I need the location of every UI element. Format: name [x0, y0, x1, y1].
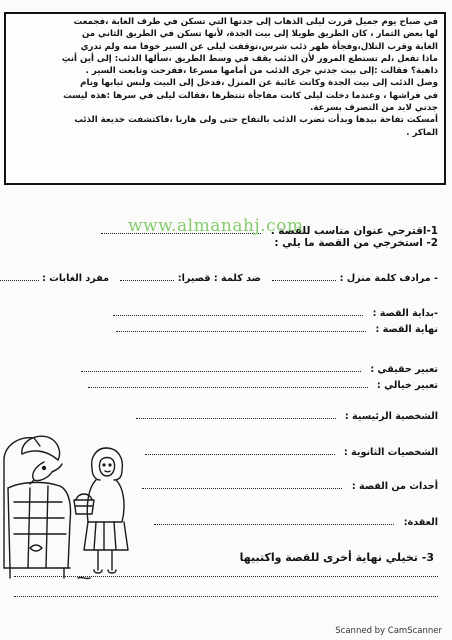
story-text	[12, 16, 438, 139]
field-answer[interactable]	[88, 378, 368, 388]
field-answer[interactable]	[154, 515, 394, 525]
field-label: تعبير حقيقي :	[370, 364, 438, 375]
question-1-label: 1-اقترحي عنوان مناسب للقصة .	[270, 225, 438, 237]
field-label: العقدة:	[403, 517, 438, 528]
field-label: -بداية القصة :	[372, 308, 438, 319]
question-3	[240, 551, 434, 564]
field-answer[interactable]	[116, 322, 366, 332]
antonym-label: ضد كلمة : قصيرا:	[177, 273, 261, 284]
story-line: جدتي لابد من التصرف بسرعة.	[310, 103, 438, 114]
story-line: في صباح يوم جميل قررت ليلى الذهاب إلى جدتها التي تسكن في طرف الغابة ،فجمعت	[73, 17, 438, 27]
story-line: الغابة وقرب التلال،وفجأة ظهر ذئب شرس،توقفت ليلى عن السير خوفا منه ولم تدري	[80, 41, 438, 52]
story-line: ذاهبة؟ فقالت :إلى بيت جدتي جرى الذئب من أمامها مسرعا ،ففرحت وتابعت السير .	[85, 66, 438, 77]
field-label: أحداث من القصة :	[351, 481, 438, 492]
field-main-character	[136, 409, 439, 422]
wolf-and-girl-illustration	[0, 418, 150, 590]
vocab-row	[0, 271, 438, 284]
field-real-expression	[81, 362, 438, 375]
story-line: أمسكت تفاحة بيدها وبدأت تضرب الذئب بالتفاح حتى ولى هاربا ،فاكتشفت خديعة الذئب	[74, 115, 438, 126]
field-label: الشخصيات الثانوية :	[343, 447, 438, 458]
field-events	[142, 479, 438, 492]
story-line: لها بعض الثمار ، كان الطريق طويلا إلى بيت الجدة، لأنها تسكن في الطريق الثاني من	[81, 29, 438, 40]
field-answer[interactable]	[81, 362, 361, 372]
question-2	[274, 237, 438, 249]
field-answer[interactable]	[136, 409, 336, 419]
field-label: الشخصية الرئيسية :	[344, 411, 438, 422]
story-line: وصل الذئب إلى بيت الجدة وكانت غائبة عن المنزل ،فدخل إلى البيت ولبس ثيابها ونام	[80, 78, 438, 89]
question-3-label: 3- تخيلي نهاية أخرى للقصة واكتبيها	[239, 551, 434, 564]
field-secondary-characters	[145, 445, 439, 458]
field-answer[interactable]	[145, 445, 335, 455]
field-start	[113, 306, 438, 319]
field-label: تعبير خيالي :	[376, 380, 438, 391]
field-answer[interactable]	[113, 306, 363, 316]
answer-line[interactable]	[14, 596, 438, 597]
story-line: الماكر .	[406, 127, 438, 138]
synonym-label: - مرادف كلمة منزل :	[339, 273, 438, 284]
question-2-label: 2- استخرجي من القصة ما يلي :	[274, 237, 438, 249]
story-line: ماذا تفعل ،لم تستطع المرور لأن الذئب يقف في وسط الطريق ،سألها الذئب: إلى أين أنتِ	[61, 53, 438, 64]
synonym-answer[interactable]	[272, 271, 336, 281]
antonym-answer[interactable]	[120, 271, 174, 281]
scanner-footer: Scanned by CamScanner	[335, 626, 442, 636]
watermark: www.almanahj.com	[128, 216, 304, 236]
field-imaginary-expression	[88, 378, 438, 391]
field-label: نهاية القصة :	[375, 324, 438, 335]
story-line: في فراشها ، وعندما دخلت ليلى كانت مفاجأة تنتظرها ،فقالت ليلى في سرها :هذه ليست	[63, 90, 438, 101]
field-end	[116, 322, 438, 335]
field-answer[interactable]	[142, 479, 342, 489]
singular-answer[interactable]	[0, 271, 39, 281]
field-climax	[154, 515, 438, 528]
singular-label: مفرد الغابات :	[42, 273, 110, 284]
story-box	[4, 12, 446, 185]
